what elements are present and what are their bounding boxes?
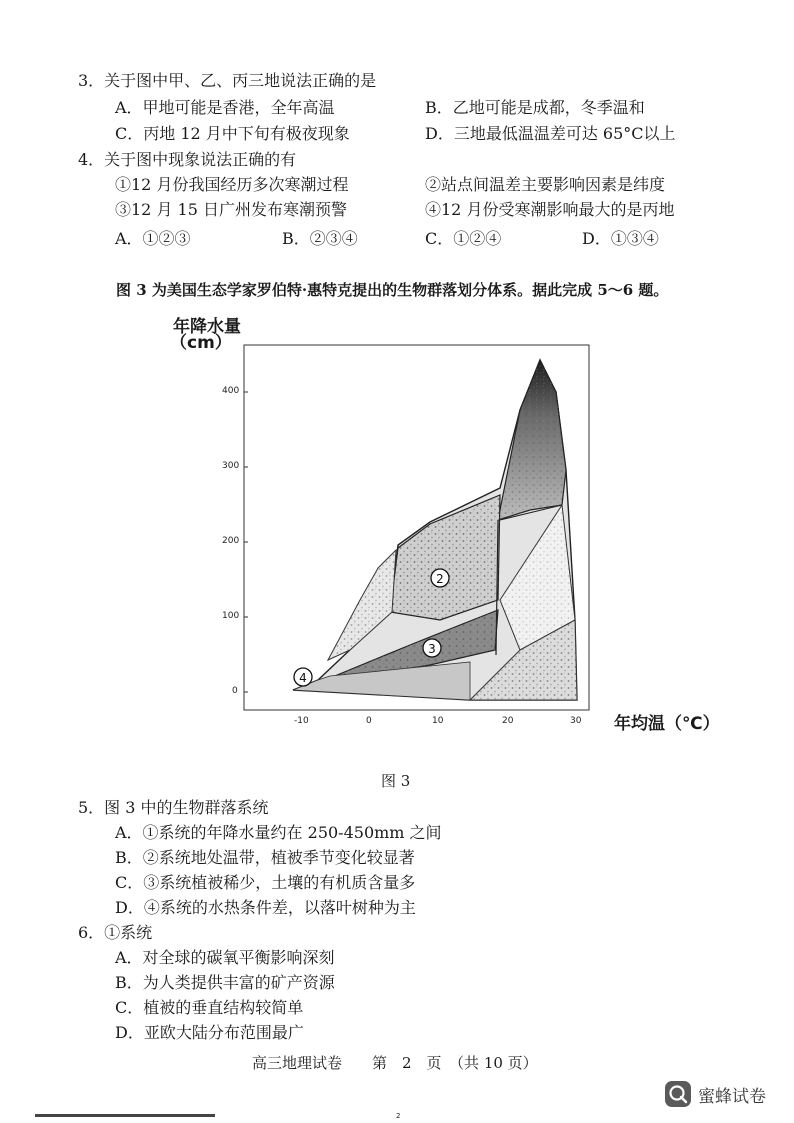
q3-option-c: C．丙地 12 月中下旬有极夜现象	[115, 124, 350, 143]
q4-option-d: D．①③④	[582, 229, 659, 248]
q4-option-c: C．①②④	[425, 229, 502, 248]
q4-statement-3: ③12 月 15 日广州发布寒潮预警	[115, 200, 347, 219]
figure-caption: 图 3	[381, 772, 411, 790]
svg-text:4: 4	[299, 671, 307, 685]
x-tick-label: 10	[432, 716, 444, 726]
scan-edge-line	[35, 1114, 215, 1117]
q6-option-c: C．植被的垂直结构较简单	[115, 998, 304, 1017]
watermark-logo	[664, 1080, 766, 1108]
q6-stem: 6．①系统	[78, 923, 153, 942]
y-axis-label-line2: （cm）	[170, 333, 232, 353]
x-tick-label: 30	[570, 716, 582, 726]
bee-logo-icon	[664, 1080, 692, 1108]
q4-option-b: B．②③④	[282, 229, 358, 248]
q4-statement-4: ④12 月份受寒潮影响最大的是丙地	[425, 200, 675, 219]
bottom-page-mark: 2	[396, 1112, 401, 1120]
marker-2	[431, 569, 449, 587]
x-tick-label: 0	[366, 716, 372, 726]
y-axis-label-line1: 年降水量	[173, 317, 241, 337]
y-tick-label: 300	[222, 461, 240, 471]
q5-option-d: D．④系统的水热条件差，以落叶树种为主	[115, 898, 416, 917]
q5-stem: 5．图 3 中的生物群落系统	[78, 798, 269, 817]
q3-option-d: D．三地最低温温差可达 65°C以上	[425, 124, 676, 143]
q4-statement-2: ②站点间温差主要影响因素是纬度	[425, 175, 666, 194]
y-ticks	[244, 392, 248, 692]
watermark-text: 蜜蜂试卷	[698, 1086, 766, 1107]
svg-text:2: 2	[436, 572, 444, 586]
x-tick-label: -10	[294, 716, 309, 726]
y-tick-label: 100	[222, 611, 240, 621]
q5-option-b: B．②系统地处温带，植被季节变化较显著	[115, 848, 415, 867]
x-axis-label: 年均温（℃）	[614, 714, 720, 734]
q4-statement-1: ①12 月份我国经历多次寒潮过程	[115, 175, 349, 194]
q3-option-a: A．甲地可能是香港，全年高温	[115, 98, 335, 117]
q3-stem: 3．关于图中甲、乙、丙三地说法正确的是	[78, 71, 377, 90]
q4-stem: 4．关于图中现象说法正确的有	[78, 150, 297, 169]
section-intro: 图 3 为美国生态学家罗伯特·惠特克提出的生物群落划分体系。据此完成 5～6 题。	[116, 281, 669, 299]
y-tick-label: 200	[222, 536, 240, 546]
y-tick-label: 400	[222, 386, 240, 396]
q6-option-d: D．亚欧大陆分布范围最广	[115, 1023, 304, 1042]
q5-option-c: C．③系统植被稀少，土壤的有机质含量多	[115, 873, 416, 892]
q5-option-a: A．①系统的年降水量约在 250-450mm 之间	[115, 823, 442, 842]
q3-option-b: B．乙地可能是成都，冬季温和	[425, 98, 645, 117]
y-tick-label: 0	[232, 686, 238, 696]
marker-4	[294, 668, 312, 686]
q4-option-a: A．①②③	[115, 229, 191, 248]
page-footer: 高三地理试卷 第 2 页 （共 10 页）	[252, 1054, 538, 1072]
marker-3	[423, 639, 441, 657]
q6-option-b: B．为人类提供丰富的矿产资源	[115, 973, 335, 992]
x-tick-label: 20	[502, 716, 514, 726]
q6-option-a: A．对全球的碳氧平衡影响深刻	[115, 948, 335, 967]
svg-text:3: 3	[428, 642, 436, 656]
